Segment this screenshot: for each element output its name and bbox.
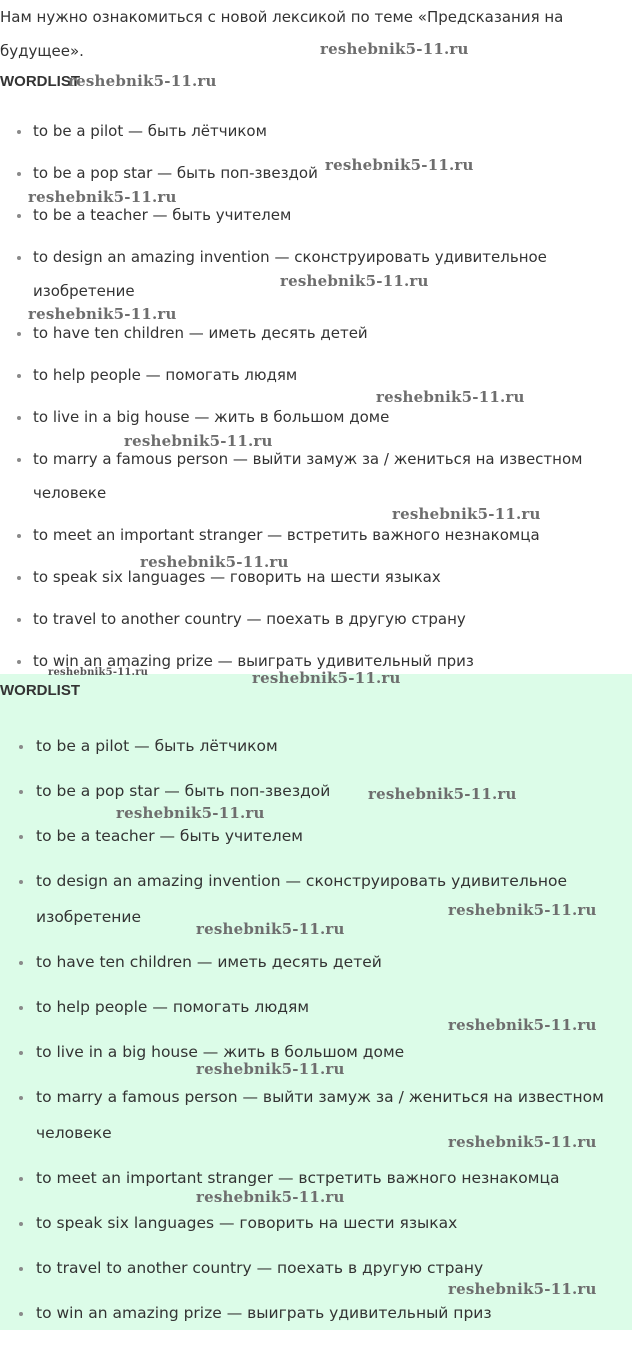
- watermark: reshebnik5-11.ru: [68, 72, 217, 90]
- list-item: to help people — помогать людям: [0, 358, 632, 392]
- watermark: reshebnik5-11.ru: [140, 553, 289, 571]
- list-item: to marry a famous person — выйти замуж за / жениться на известном человеке: [0, 442, 598, 510]
- watermark: reshebnik5-11.ru: [196, 1188, 345, 1206]
- watermark: reshebnik5-11.ru: [392, 505, 541, 523]
- list-item: to be a pop star — быть поп-звездой: [0, 773, 632, 809]
- watermark: reshebnik5-11.ru: [124, 432, 273, 450]
- list-item: to live in a big house — жить в большом доме: [0, 1034, 632, 1070]
- watermark: reshebnik5-11.ru: [448, 1016, 597, 1034]
- list-item: to be a teacher — быть учителем: [0, 198, 632, 232]
- list-item: to have ten children — иметь десять детей: [0, 316, 632, 350]
- list-item: to speak six languages — говорить на шести языках: [0, 1205, 632, 1241]
- watermark: reshebnik5-11.ru: [448, 901, 597, 919]
- watermark: reshebnik5-11.ru: [376, 388, 525, 406]
- list-item: to have ten children — иметь десять детей: [0, 944, 632, 980]
- wordlist-heading: WORDLIST: [0, 73, 80, 90]
- watermark: reshebnik5-11.ru: [368, 785, 517, 803]
- watermark: reshebnik5-11.ru: [196, 920, 345, 938]
- watermark: reshebnik5-11.ru: [28, 305, 177, 323]
- watermark: reshebnik5-11.ru: [448, 1133, 597, 1151]
- list-item: to live in a big house — жить в большом доме: [0, 400, 632, 434]
- list-item: to win an amazing prize — выиграть удивительный приз: [0, 644, 632, 678]
- watermark: reshebnik5-11.ru: [28, 188, 177, 206]
- watermark: reshebnik5-11.ru: [196, 1060, 345, 1078]
- list-item: to design an amazing invention — сконструировать удивительное изобретение: [0, 240, 573, 308]
- watermark: reshebnik5-11.ru: [252, 669, 401, 687]
- wordlist: [0, 728, 632, 1340]
- list-item: to meet an important stranger — встретить важного незнакомца: [0, 518, 632, 552]
- list-item: to be a teacher — быть учителем: [0, 818, 632, 854]
- watermark: reshebnik5-11.ru: [320, 40, 469, 58]
- list-item: to travel to another country — поехать в другую страну: [0, 1250, 632, 1286]
- watermark: reshebnik5-11.ru: [448, 1280, 597, 1298]
- watermark: reshebnik5-11.ru: [325, 156, 474, 174]
- watermark: reshebnik5-11.ru: [116, 804, 265, 822]
- watermark: reshebnik5-11.ru: [48, 667, 149, 678]
- intro-text: Нам нужно ознакомиться с новой лексикой по теме «Предсказания на будущее».: [0, 8, 564, 60]
- list-item: to design an amazing invention — сконструировать удивительное изобретение: [0, 863, 606, 935]
- list-item: to travel to another country — поехать в другую страну: [0, 602, 632, 636]
- wordlist-heading: WORDLIST: [0, 682, 80, 699]
- list-item: to help people — помогать людям: [0, 989, 632, 1025]
- list-item: to be a pop star — быть поп-звездой: [0, 156, 632, 190]
- list-item: to speak six languages — говорить на шести языках: [0, 560, 632, 594]
- watermark: reshebnik5-11.ru: [280, 272, 429, 290]
- list-item: to meet an important stranger — встретить важного незнакомца: [0, 1160, 632, 1196]
- list-item: to be a pilot — быть лётчиком: [0, 728, 632, 764]
- list-item: to win an amazing prize — выиграть удивительный приз: [0, 1295, 632, 1331]
- list-item: to marry a famous person — выйти замуж за / жениться на известном человеке: [0, 1079, 632, 1151]
- list-item: to be a pilot — быть лётчиком: [0, 114, 632, 148]
